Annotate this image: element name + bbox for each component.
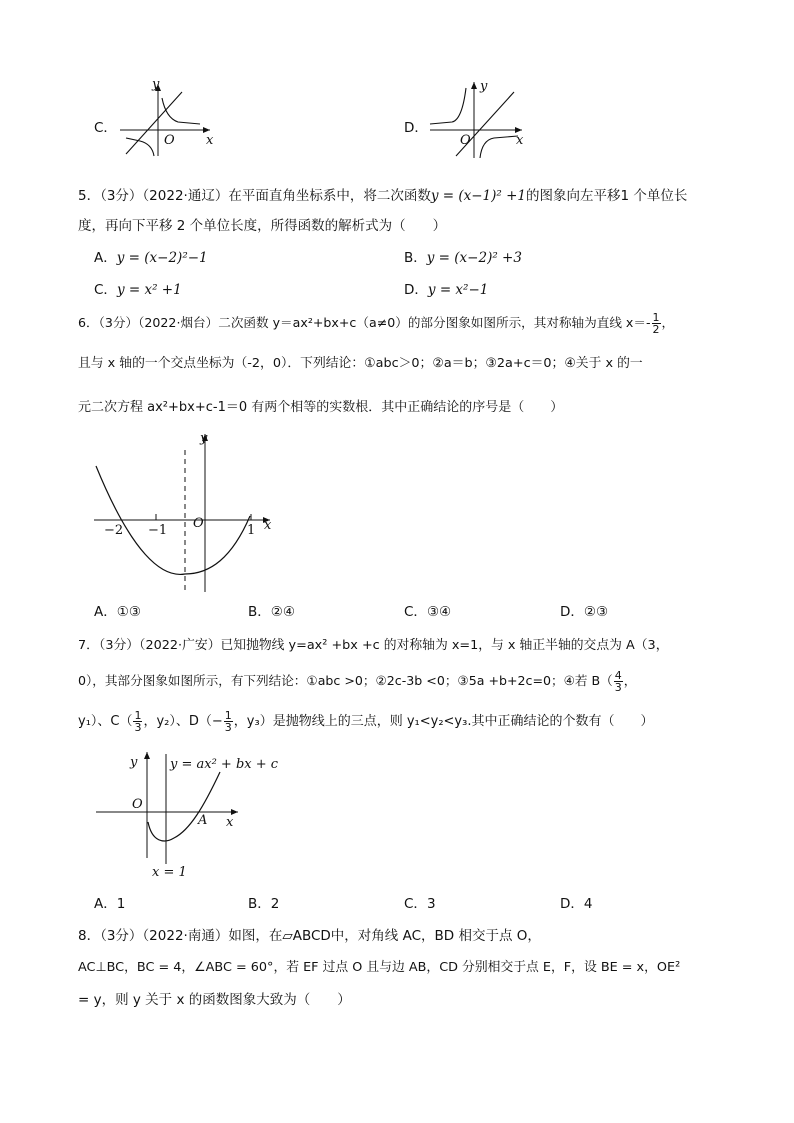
axis-y-label: y	[480, 79, 488, 94]
q7-option-d: D．4	[560, 896, 593, 912]
origin-label: O	[193, 516, 204, 531]
q5-option-d: D．y = x²−1	[404, 282, 489, 298]
q6-stem-line3: 元二次方程 ax²+bx+c-1＝0 有两个相等的实数根．其中正确结论的序号是（ ）	[78, 400, 564, 415]
symmetry-label: x = 1	[152, 865, 187, 880]
q8-stem-line1: 8．（3分）（2022·南通）如图，在▱ABCD中，对角线 AC，BD 相交于点 O，	[78, 928, 541, 944]
q4-graph-d	[428, 76, 528, 160]
q4-option-c-label: C．	[94, 120, 117, 136]
equation-label: y = ax² + bx + c	[170, 757, 279, 772]
origin-label: O	[132, 797, 143, 812]
q5-stem-line2: 度，再向下平移 2 个单位长度，所得函数的解析式为（ ）	[78, 218, 447, 234]
origin-label: O	[164, 133, 175, 148]
q5-option-b: B．y = (x−2)² +3	[404, 250, 522, 266]
q5-option-a: A．y = (x−2)²−1	[94, 250, 208, 266]
axis-y-label: y	[130, 755, 138, 770]
q8-stem-line2: AC⊥BC，BC = 4，∠ABC = 60°，若 EF 过点 O 且与边 AB，CD 分别相交于点 E，F，设 BE = x，OE²	[78, 960, 681, 975]
q6-stem-line1: 6．（3分）（2022·烟台）二次函数 y＝ax²+bx+c（a≠0）的部分图象如图所示，其对称轴为直线 x＝- $\frac{1}{2}$ ，	[78, 311, 675, 336]
q7-graph	[94, 746, 284, 882]
axis-x-label: x	[226, 815, 234, 830]
q6-option-b: B．②④	[248, 604, 295, 620]
origin-label: O	[460, 133, 471, 148]
q7-option-b: B．2	[248, 896, 280, 912]
tick-label: −1	[148, 523, 168, 538]
axis-x-label: x	[516, 133, 524, 148]
q7-option-a: A．1	[94, 896, 126, 912]
tick-label: −2	[104, 523, 124, 538]
q6-option-c: C．③④	[404, 604, 452, 620]
tick-label: 1	[247, 523, 256, 538]
axis-x-label: x	[206, 133, 214, 148]
q6-graph	[92, 428, 282, 596]
q6-option-d: D．②③	[560, 604, 609, 620]
q8-stem-line3: = y，则 y 关于 x 的函数图象大致为（ ）	[78, 992, 351, 1008]
q7-stem-line1: 7．（3分）（2022·广安）已知抛物线 y=ax² +bx +c 的对称轴为 x=1，与 x 轴正半轴的交点为 A（3，	[78, 638, 669, 653]
point-a-label: A	[198, 813, 208, 828]
q6-stem-line2: 且与 x 轴的一个交点坐标为（-2，0）．下列结论：①abc＞0；②a＝b；③2a+c＝0；④关于 x 的一	[78, 356, 643, 371]
q4-option-d-label: D．	[404, 120, 428, 136]
q5-stem-line1: 5．（3分）（2022·通辽）在平面直角坐标系中，将二次函数y = (x−1)² +1的图象向左平移1 个单位长	[78, 188, 688, 204]
q7-stem-line2: 0），其部分图象如图所示，有下列结论：①abc >0；②2c-3b <0；③5a +b+2c=0；④若 B（ $\frac{4}{3}$ ，	[78, 669, 637, 694]
q7-stem-line3: y₁）、C（ $\frac{1}{3}$ ，y₂）、D（− $\frac{1}{3}$ ，y₃）是抛物线上的三点，则 y₁<y₂<y₃.其中正确结论的个数有（ ）	[78, 709, 654, 734]
q6-option-a: A．①③	[94, 604, 141, 620]
q4-graph-c	[118, 78, 218, 158]
axis-x-label: x	[264, 518, 272, 533]
axis-y-label: y	[152, 78, 160, 92]
axis-y-label: y	[200, 431, 208, 446]
q7-option-c: C．3	[404, 896, 436, 912]
q5-option-c: C．y = x² +1	[94, 282, 182, 298]
